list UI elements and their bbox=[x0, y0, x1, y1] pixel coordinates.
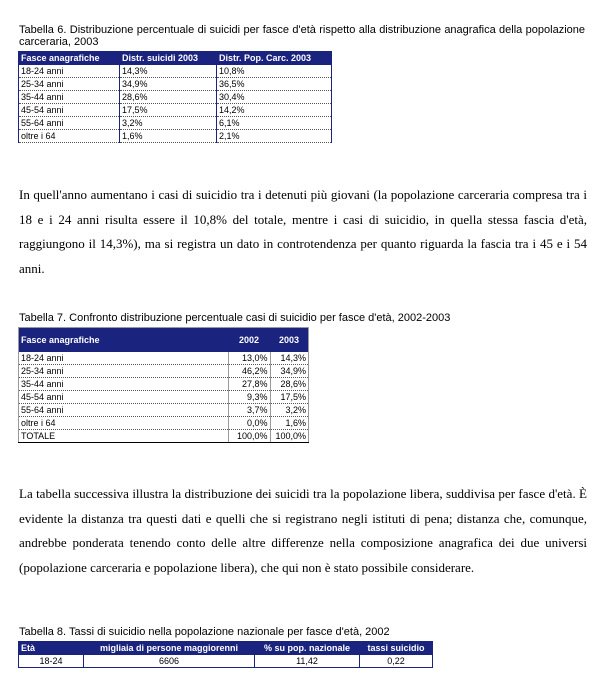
table6-cell: 3,2% bbox=[120, 117, 217, 130]
table7-cell: 0,0% bbox=[228, 417, 270, 430]
table6-cell: 30,4% bbox=[217, 91, 332, 104]
table8-header-row bbox=[19, 642, 433, 655]
table-row bbox=[19, 130, 332, 143]
table-row bbox=[19, 78, 332, 91]
table-row bbox=[19, 352, 309, 365]
table7-total-row bbox=[19, 430, 309, 443]
table7-cell: 17,5% bbox=[270, 391, 309, 404]
table7-cell: 18-24 anni bbox=[19, 352, 229, 365]
table-row bbox=[19, 391, 309, 404]
table-row bbox=[19, 417, 309, 430]
table-row bbox=[19, 91, 332, 104]
table-row bbox=[19, 104, 332, 117]
table8-cell: 11,42 bbox=[255, 655, 360, 668]
table7-cell: 3,2% bbox=[270, 404, 309, 417]
table8-caption: Tabella 8. Tassi di suicidio nella popolazione nazionale per fasce d'età, 2002 bbox=[19, 626, 390, 638]
table7-cell: 35-44 anni bbox=[19, 378, 229, 391]
table8-header: % su pop. nazionale bbox=[255, 642, 360, 655]
table6-cell: 6,1% bbox=[217, 117, 332, 130]
table6-cell: 1,6% bbox=[120, 130, 217, 143]
table6-caption: Tabella 6. Distribuzione percentuale di suicidi per fasce d'età rispetto alla distribuzione anagrafica della popolazione carceraria, 2003 bbox=[19, 24, 585, 48]
table8-header: migliaia di persone maggiorenni bbox=[84, 642, 255, 655]
table6-cell: 36,5% bbox=[217, 78, 332, 91]
table7-caption: Tabella 7. Confronto distribuzione percentuale casi di suicidio per fasce d'età, 2002-2003 bbox=[19, 312, 451, 324]
table7-cell: 34,9% bbox=[270, 365, 309, 378]
table8-header: Età bbox=[19, 642, 84, 655]
table6-cell: 18-24 anni bbox=[19, 65, 120, 78]
table7 bbox=[18, 327, 309, 443]
table6-header: Distr. suicidi 2003 bbox=[120, 52, 217, 65]
table6-header: Distr. Pop. Carc. 2003 bbox=[217, 52, 332, 65]
table7-cell: 45-54 anni bbox=[19, 391, 229, 404]
table7-cell: 100,0% bbox=[270, 430, 309, 443]
table7-cell: TOTALE bbox=[19, 430, 229, 443]
table7-cell: 9,3% bbox=[228, 391, 270, 404]
table8-header: tassi suicidio bbox=[360, 642, 433, 655]
table7-cell: 100,0% bbox=[228, 430, 270, 443]
table6-cell: 14,2% bbox=[217, 104, 332, 117]
table-row bbox=[19, 378, 309, 391]
table8-cell: 18-24 bbox=[19, 655, 84, 668]
table8 bbox=[18, 641, 433, 668]
table7-cell: 1,6% bbox=[270, 417, 309, 430]
table6-cell: 14,3% bbox=[120, 65, 217, 78]
table7-cell: oltre i 64 bbox=[19, 417, 229, 430]
table7-cell: 14,3% bbox=[270, 352, 309, 365]
table-row bbox=[19, 655, 433, 668]
table6-cell: 34,9% bbox=[120, 78, 217, 91]
table7-header: 2002 bbox=[228, 328, 270, 353]
table7-cell: 13,0% bbox=[228, 352, 270, 365]
table-row bbox=[19, 365, 309, 378]
table7-cell: 55-64 anni bbox=[19, 404, 229, 417]
table6-cell: oltre i 64 bbox=[19, 130, 120, 143]
table7-cell: 46,2% bbox=[228, 365, 270, 378]
body-paragraph-2: La tabella successiva illustra la distribuzione dei suicidi tra la popolazione libera, suddivisa per fasce d'età. È evidente la distanza tra questi dati e quelli che si registrano negli istituti di pena; distanza che, comunque, andrebbe ponderata tenendo conto delle altre differenze nella composizione anagrafica dei due universi (popolazione carceraria e popolazione libera), che qui non è stato possibile considerare. bbox=[19, 486, 587, 575]
table6-cell: 2,1% bbox=[217, 130, 332, 143]
table-row bbox=[19, 65, 332, 78]
table6-cell: 10,8% bbox=[217, 65, 332, 78]
table7-cell: 25-34 anni bbox=[19, 365, 229, 378]
table-row bbox=[19, 117, 332, 130]
body-paragraph-1: In quell'anno aumentano i casi di suicidio tra i detenuti più giovani (la popolazione carceraria compresa tra i 18 e i 24 anni risulta essere il 10,8% del totale, mentre i casi di suicidio, in quella stessa fascia d'età, raggiungono il 14,3%), ma si registra un dato in controtendenza per quanto riguarda la fascia tra i 45 e i 54 anni. bbox=[19, 187, 587, 276]
table8-cell: 0,22 bbox=[360, 655, 433, 668]
table6-cell: 45-54 anni bbox=[19, 104, 120, 117]
table6 bbox=[18, 51, 332, 143]
table6-cell: 17,5% bbox=[120, 104, 217, 117]
table7-cell: 27,8% bbox=[228, 378, 270, 391]
table6-cell: 35-44 anni bbox=[19, 91, 120, 104]
table-row bbox=[19, 404, 309, 417]
table6-cell: 25-34 anni bbox=[19, 78, 120, 91]
table7-cell: 28,6% bbox=[270, 378, 309, 391]
table7-cell: 3,7% bbox=[228, 404, 270, 417]
table7-header: Fasce anagrafiche bbox=[19, 328, 229, 353]
table7-header: 2003 bbox=[270, 328, 309, 353]
table8-cell: 6606 bbox=[84, 655, 255, 668]
table7-header-row bbox=[19, 328, 309, 353]
table6-cell: 55-64 anni bbox=[19, 117, 120, 130]
table6-header-row bbox=[19, 52, 332, 65]
table6-header: Fasce anagrafiche bbox=[19, 52, 120, 65]
table6-cell: 28,6% bbox=[120, 91, 217, 104]
